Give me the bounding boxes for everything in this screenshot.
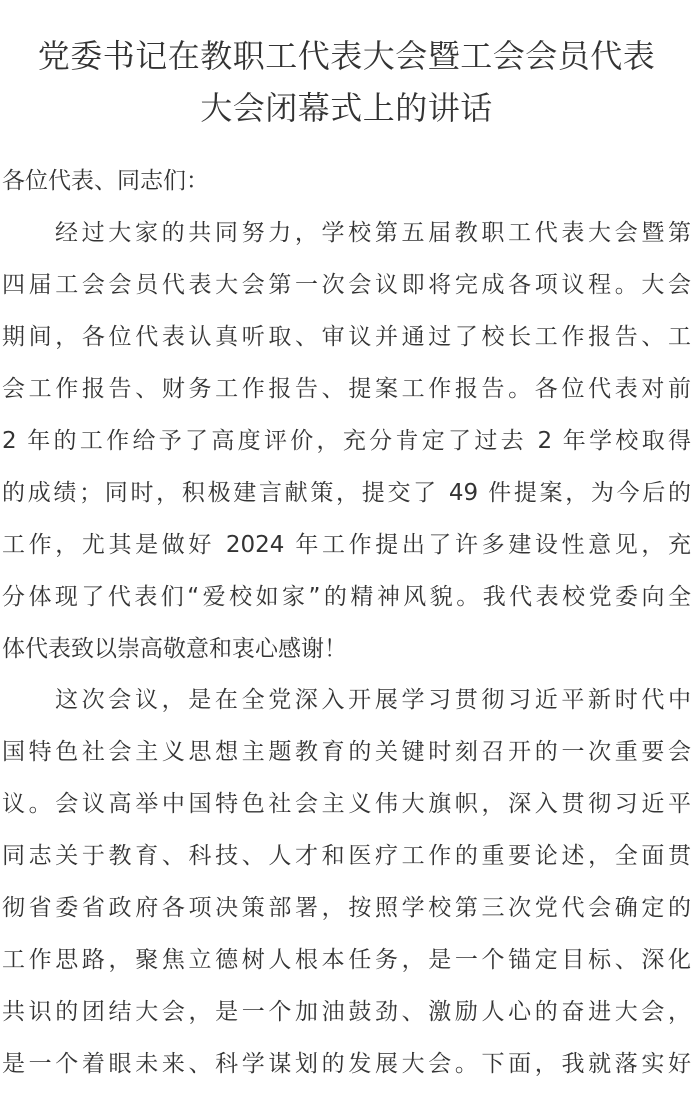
paragraph-1 xyxy=(0,207,693,675)
paragraph-line: 是一个着眼未来、科学谋划的发展大会。下面，我就落实好 xyxy=(2,1051,691,1077)
paragraph-2 xyxy=(0,674,693,1090)
paragraph-line: 工作思路，聚焦立德树人根本任务，是一个锚定目标、深化 xyxy=(2,947,691,973)
paragraph-line: 分体现了代表们“爱校如家”的精神风貌。我代表校党委向全 xyxy=(2,584,691,610)
paragraph-line: 期间，各位代表认真听取、审议并通过了校长工作报告、工 xyxy=(2,324,691,350)
paragraph-line: 共识的团结大会，是一个加油鼓劲、激励人心的奋进大会， xyxy=(2,999,691,1025)
paragraph-line: 体代表致以崇高敬意和衷心感谢！ xyxy=(2,636,347,662)
paragraph-line: 同志关于教育、科技、人才和医疗工作的重要论述，全面贯 xyxy=(2,843,691,869)
paragraph-line: 2 年的工作给予了高度评价，充分肯定了过去 2 年学校取得 xyxy=(2,428,691,454)
paragraph-line: 议。会议高举中国特色社会主义伟大旗帜，深入贯彻习近平 xyxy=(2,791,691,817)
paragraph-line: 国特色社会主义思想主题教育的关键时刻召开的一次重要会 xyxy=(2,739,691,765)
title-line-2: 大会闭幕式上的讲话 xyxy=(200,89,493,127)
paragraph-line: 的成绩；同时，积极建言献策，提交了 49 件提案，为今后的 xyxy=(2,480,691,506)
salutation: 各位代表、同志们： xyxy=(2,168,209,194)
title-line-1: 党委书记在教职工代表大会暨工会会员代表 xyxy=(37,37,656,75)
paragraph-line: 会工作报告、财务工作报告、提案工作报告。各位代表对前 xyxy=(2,376,691,402)
document-title xyxy=(0,30,693,134)
paragraph-line: 工作，尤其是做好 2024 年工作提出了许多建设性意见，充 xyxy=(2,532,691,558)
paragraph-line: 四届工会会员代表大会第一次会议即将完成各项议程。大会 xyxy=(2,272,691,298)
paragraph-line: 彻省委省政府各项决策部署，按照学校第三次党代会确定的 xyxy=(2,895,691,921)
paragraph-line: 这次会议，是在全党深入开展学习贯彻习近平新时代中 xyxy=(55,687,691,713)
paragraph-line: 经过大家的共同努力，学校第五届教职工代表大会暨第 xyxy=(55,220,691,246)
